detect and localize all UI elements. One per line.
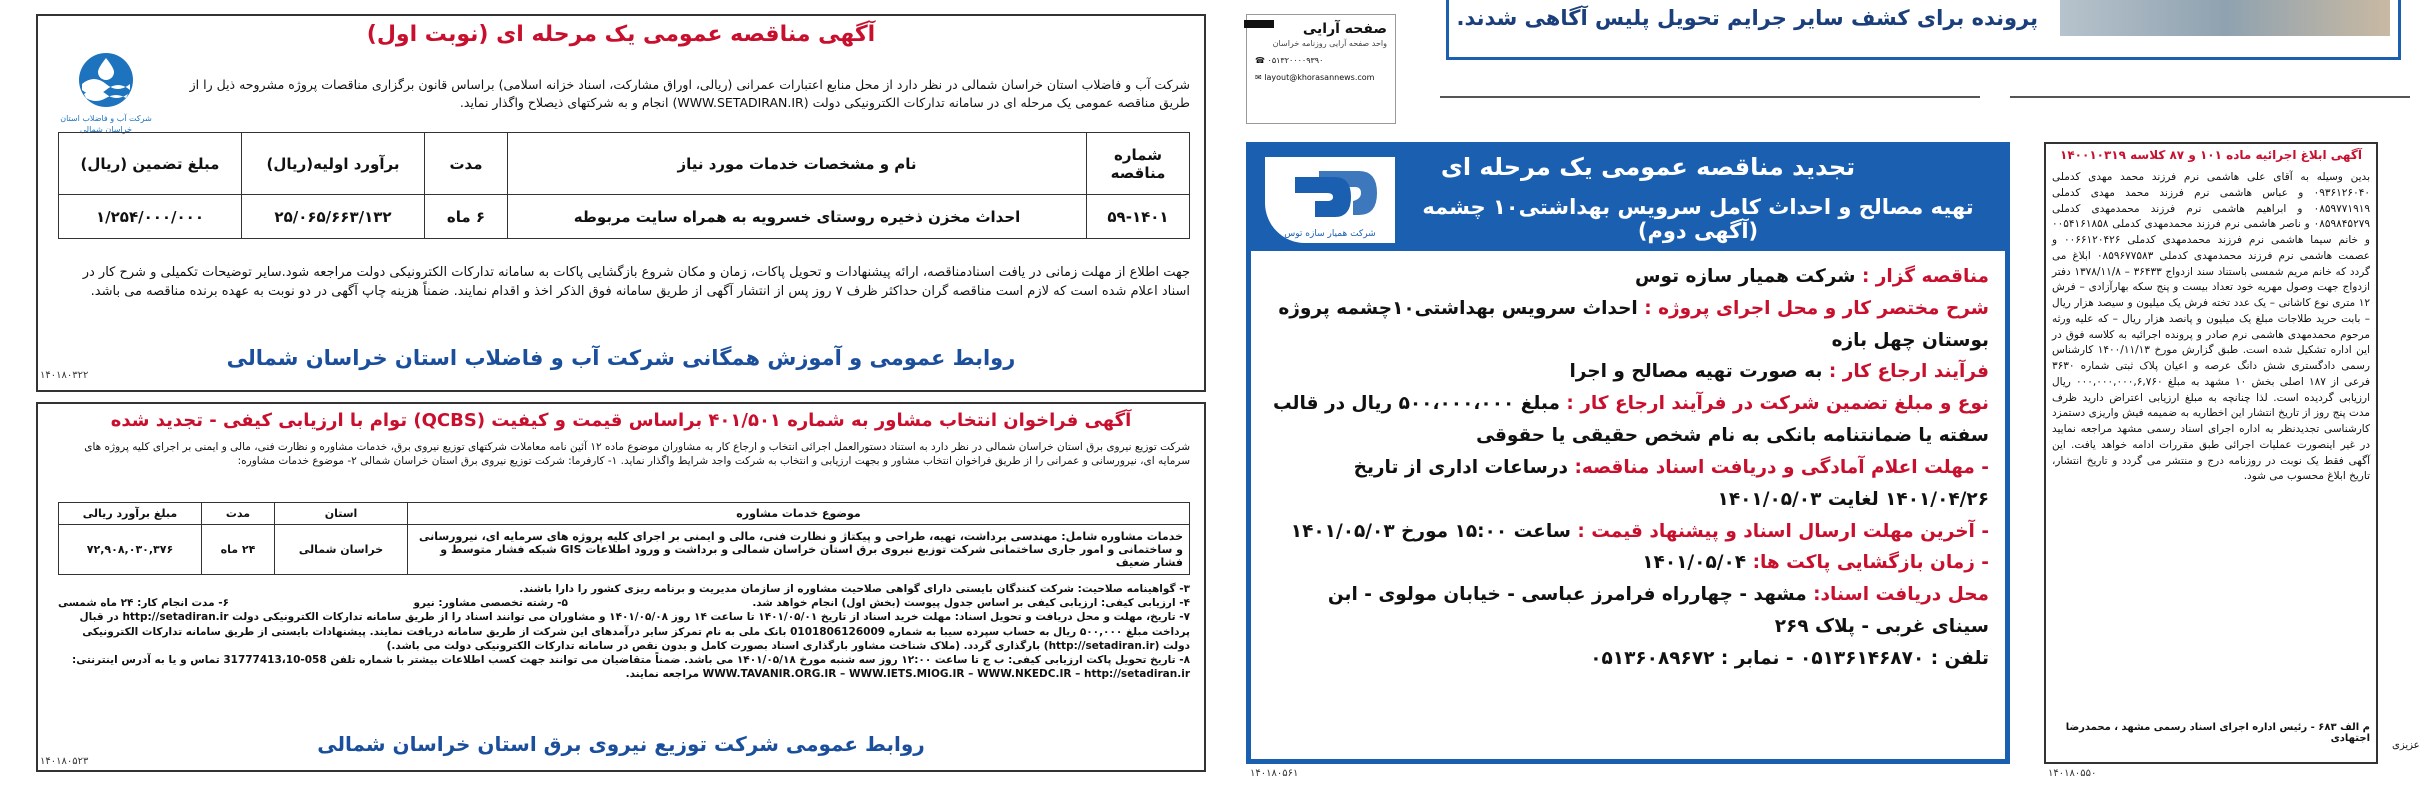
ad3-line5	[1265, 452, 1989, 516]
ad2-table	[58, 502, 1190, 575]
ad5-footer: م الف ۶۸۳ - رئیس اداره اجرای اسناد رسمی مشهد ، محمدرضا اجتهادی	[2065, 722, 2370, 744]
ad3-l2-label: شرح مختصر کار و محل اجرای پروژه :	[1644, 297, 1989, 319]
ad2-table-header	[59, 503, 1190, 525]
divider	[1244, 20, 1274, 28]
cell-guarantee: ۱/۲۵۴/۰۰۰/۰۰۰	[59, 195, 242, 239]
col-tender-no: شماره مناقصه	[1087, 133, 1190, 195]
col-estimate: مبلغ برآورد ریالی	[59, 503, 202, 525]
ad3-code: ۱۴۰۱۸۰۵۶۱	[1250, 768, 1299, 779]
layout-email-value: layout@khorasannews.com	[1264, 72, 1375, 82]
ad3-line4	[1265, 388, 1989, 452]
ad3-l7-value: ۱۴۰۱/۰۵/۰۴	[1642, 552, 1747, 574]
ad3-l1-label: مناقصه گزار :	[1861, 266, 1989, 287]
ad3-l4-label: نوع و مبلغ تضمین شرکت در فرآیند ارجاع کار :	[1566, 393, 1989, 415]
cell-province: خراسان شمالی	[275, 525, 408, 575]
ad3-l7-label: - زمان بازگشایی پاکت ها:	[1752, 552, 1989, 574]
ad-enforcement-notice	[2044, 142, 2378, 764]
ad3-l3-value: به صورت تهیه مصالح و اجرا	[1569, 361, 1823, 383]
logo-caption: شرکت آب و فاضلاب استان خراسان شمالی	[60, 114, 152, 134]
ad2-item5: ۵- رشته تخصصی مشاور: نیرو	[413, 597, 568, 610]
ad2-body	[58, 582, 1190, 681]
ad1-table	[58, 132, 1190, 239]
water-drop-logo-icon	[76, 50, 136, 110]
col-guarantee: مبلغ تضمین (ریال)	[59, 133, 242, 195]
phone-icon: ☎	[1255, 55, 1265, 65]
ad3-header	[1251, 147, 2005, 251]
ad3-line2	[1265, 293, 1989, 357]
ad3-l5-value: درساعات اداری از تاریخ ۱۴۰۱/۰۴/۲۶ لغایت ۱۴۰۱/۰۵/۰۳	[1353, 456, 1989, 510]
layout-phone-value: ۰۵۱۳۲۰۰۰۰۹۳۹۰	[1267, 55, 1324, 65]
ad3-title2: تهیه مصالح و احداث کامل سرویس بهداشتی۱۰ چشمه (آگهی دوم)	[1422, 195, 1974, 243]
ad3-l3-label: فرآیند ارجاع کار :	[1828, 361, 1989, 383]
cell-service: احداث مخزن ذخیره روستای خسرویه به همراه سایت مربوطه	[508, 195, 1087, 239]
ad3-l6-value: ساعت ۱۵:۰۰ مورخ ۱۴۰۱/۰۵/۰۳	[1290, 520, 1571, 542]
ad3-line9: تلفن : ۰۵۱۳۶۱۴۶۸۷۰ - نمابر : ۰۵۱۳۶۰۸۹۶۷۲	[1590, 647, 1989, 669]
ad3-line7	[1265, 547, 1989, 579]
news-photo	[2060, 0, 2390, 36]
ad3-line1	[1265, 261, 1989, 293]
ad2-item6: ۶- مدت انجام کار: ۲۴ ماه شمسی	[58, 597, 230, 610]
cell-duration: ۲۴ ماه	[202, 525, 275, 575]
ad1-title: آگهی مناقصه عمومی یک مرحله ای (نوبت اول)	[366, 22, 876, 47]
email-icon: ✉	[1255, 72, 1262, 82]
ad3-line3	[1265, 356, 1989, 388]
cell-subject: خدمات مشاوره شامل: مهندسی برداشت، تهیه، طراحی و پیکتاژ و نظارت فنی، مالی و ایمنی بر اجرای کلیه پروژه های سرمایه ای، نیرورسانی و ساختمانی و امور جاری ساختمانی شرکت توزیع نیروی برق استان خراسان شمالی و برداشت و ورود اطلاعات GIS شبکه فشار متوسط و فشار ضعیف	[408, 525, 1190, 575]
ad5-code: ۱۴۰۱۸۰۵۵۰	[2048, 768, 2097, 779]
cell-tender-no: ۵۹-۱۴۰۱	[1087, 195, 1190, 239]
ad3-l8-label: محل دریافت اسناد:	[1813, 584, 1989, 606]
divider	[2010, 96, 2410, 98]
ad3-l6-label: - آخرین مهلت ارسال اسناد و پیشنهاد قیمت :	[1577, 520, 1989, 542]
col-estimate: برآورد اولیه(ریال)	[242, 133, 425, 195]
police-news-snippet	[1446, 0, 2401, 60]
cell-estimate: ۷۲,۹۰۸,۰۳۰,۳۷۶	[59, 525, 202, 575]
ad3-l5-label: - مهلت اعلام آمادگی و دریافت اسناد مناقصه:	[1574, 456, 1989, 478]
ad2-table-wrap	[58, 502, 1190, 575]
ad2-item7: ۷- تاریخ، مهلت و محل دریافت و تحویل اسناد: مهلت خرید اسناد از تاریخ ۱۴۰۱/۰۵/۰۱ تا ساعت ۱۴ روز ۱۴۰۱/۰۵/۰۸ و مشاوران می توانند اسناد را از طریق سامانه تدارکات الکترونیکی دولت http://setadiran.ir در قبال پرداخت مبلغ ۵۰۰,۰۰۰ ریال به حساب سپرده سیبا به شماره 0101806126009 بانک ملی به نام تمرکز سایر درآمدهای این شرکت از طریق سامانه دریافت نمایند. پیشنهادات بایستی از طریق سامانه تدارکات الکترونیکی دولت (http://setadiran.ir) بارگذاری گردد. (ملاک شناخت مشاور بارگذاری اسناد بصورت کامل و بدون نقص در سامانه تدارکات الکترونیکی دولت می باشد.)	[79, 611, 1190, 652]
ad1-footer: روابط عمومی و آموزش همگانی شرکت آب و فاضلاب استان خراسان شمالی	[226, 346, 1016, 370]
ad2-item8: ۸- تاریخ تحویل پاکت ارزیابی کیفی: ب ج تا ساعت ۱۲:۰۰ روز سه شنبه مورخ ۱۴۰۱/۰۵/۱۸ می باشد. ضمناً متقاضیان می توانند جهت کسب اطلاعات بیشتر با شماره تلفن 058-31777413،10 تماس و یا به آدرس اینترنتی: WWW.TAVANIR.ORG.IR – WWW.IETS.MIOG.IR – WWW.NKEDC.IR – http://setadiran.ir مراجعه نمایند.	[72, 653, 1190, 681]
ad-hamyar-tender	[1246, 142, 2010, 764]
hamyar-logo	[1265, 157, 1395, 243]
col-province: استان	[275, 503, 408, 525]
ad1-code: ۱۴۰۱۸۰۳۲۲	[40, 370, 89, 381]
col-service: نام و مشخصات خدمات مورد نیاز	[508, 133, 1087, 195]
side-text: عزیزی	[2392, 740, 2420, 751]
col-subject: موضوع خدمات مشاوره	[408, 503, 1190, 525]
ad1-notice: جهت اطلاع از مهلت زمانی در یافت اسنادمناقصه، ارائه پیشنهادات و تحویل پاکات، زمان و مکان شروع بازگشایی پاکات به سامانه تدارکات الکترونیکی دولت مراجعه شود.سایر توضیحات تکمیلی و شرح کار در اسناد اعلام شده است که لازم است مناقصه گران حداکثر ظرف ۷ روز پس از انتشار آگهی از طریق سامانه فوق الذکر اخذ و اقدام نمایند. ضمناً هزینه چاپ آگهی در دو نوبت به عهده برنده مناقصه می باشد.	[82, 265, 1190, 299]
ad3-line6	[1265, 516, 1989, 548]
ad-electric-consultant	[36, 402, 1206, 772]
ad5-body: بدین وسیله به آقای علی هاشمی نرم فرزند محمد مهدی کدملی ۰۹۳۶۱۲۶۰۴۰ و عباس هاشمی نرم فرزند محمد مهدی کدملی ۰۸۵۹۷۷۱۹۱۹ و ابراهیم هاشمی نرم فرزند محمدمهدی کدملی ۰۸۵۹۸۴۵۲۷۹ و ناصر هاشمی نرم فرزند محمدمهدی کدملی ۰۰۵۴۱۶۱۸۵۸ و خانم سیما هاشمی نرم فرزند محمدمهدی کدملی ۰۰۶۶۱۲۰۴۲۶ و عصمت هاشمی نرم فرزند محمدمهدی کدملی ۰۸۵۹۶۷۷۵۸۳ ابلاغ می گردد که خانم مریم شمسی باستناد سند ازدواج ۳۶۴۳۳ – ۱۳۷۸/۱۱/۸ دفتر ازدواج جهت وصول مهریه خود تعداد بیست و پنج سکه بهارآزادی – فرش ۱۲ متری نوع کاشانی – یک عدد تخته فرش یک میلیون و سیصد هزار ریال – بابت حرید طلاجات مبلغ یک میلیون و پانصد هزار ریال – که علیه ورثه مرحوم محمدمهدی هاشمی نرم صادر و پرونده اجرائیه به کلاسه فوق در این اداره تشکیل شده است. طبق گزارش مورخ ۱۴۰۰/۱۱/۱۳ کارشناس رسمی دادگستری شش دانگ عرصه و اعیان پلاک ثبتی شماره ۳۶۳۰ فرعی از ۱۸۷ اصلی بخش ۱۰ مشهد به مبلغ ۰۰۰,۰۰۰,۰۰۰,۶,۷۶۰ ریال ارزیابی گردیده است. لذا چنانچه به مبلغ ارزیابی اعتراض دارید ظرف مدت پنج روز از تاریخ انتشار این اخطاریه به ضمیمه فیش واریزی دستمزد کارشناسی تجدیدنظر به اداره اجرای اسناد رسمی مشهد مراجعه نمایید در غیر اینصورت عملیات اجرائی طبق مقررات ادامه خواهد یافت. این آگهی فقط یک نوبت در روزنامه درج و منتشر می گردد و تاریخ انتشار، تاریخ ابلاغ محسوب می شود.	[2052, 171, 2371, 483]
police-news-text: پرونده برای کشف سایر جرایم تحویل پلیس آگاهی شدند.	[1456, 6, 2038, 30]
ad3-l4-value: مبلغ ۵۰۰،۰۰۰،۰۰۰ ریال در قالب سفته یا ضمانتنامه بانکی به نام شخص حقیقی یا حقوقی	[1272, 393, 1989, 447]
ad2-items-row	[58, 596, 1190, 610]
ad3-line8	[1265, 579, 1989, 643]
ad3-title1: تجدید مناقصه عمومی یک مرحله ای	[1440, 153, 1856, 181]
ad3-l8-value: مشهد - چهارراه فرامرز عباسی - خیابان مولوی - ابن سینای غربی - پلاک ۲۶۹	[1327, 584, 1989, 637]
ad2-code: ۱۴۰۱۸۰۵۲۳	[40, 756, 89, 767]
layout-email	[1247, 71, 1395, 86]
ad1-intro: شرکت آب و فاضلاب استان خراسان شمالی در نظر دارد از محل منابع اعتبارات عمرانی (ریالی، اوراق مشارکت، اسناد خزانه اسلامی) براساس قانون برگزاری مناقصات پروژه مشروحه ذیل را از طریق مناقصه عمومی یک مرحله ای در سامانه تدارکات الکترونیکی دولت (WWW.SETADIRAN.IR) انجام و به شرکتهای ذیصلاح واگذار نماید.	[189, 77, 1190, 111]
ad1-table-wrap	[58, 132, 1190, 239]
ad1-table-header	[59, 133, 1190, 195]
layout-info-box	[1246, 14, 1396, 124]
divider	[1440, 96, 1980, 98]
col-duration: مدت	[202, 503, 275, 525]
ad2-item4: ۴- ارزیابی کیفی: ارزیابی کیفی بر اساس جدول پیوست (بخش اول) انجام خواهد شد.	[752, 597, 1190, 610]
table-row	[59, 195, 1190, 239]
ad2-item3: ۳- گواهینامه صلاحیت: شرکت کنندگان بایستی دارای گواهی صلاحیت مشاوره از سازمان مدیریت و برنامه ریزی کشور را دارا باشند.	[519, 583, 1190, 595]
cell-estimate: ۲۵/۰۶۵/۶۶۳/۱۳۲	[242, 195, 425, 239]
water-company-logo	[56, 50, 156, 142]
cell-duration: ۶ ماه	[425, 195, 508, 239]
layout-title: صفحه آرایی	[1302, 21, 1387, 37]
ad3-l1-value: شرکت همیار سازه توس	[1634, 266, 1856, 287]
ad3-body	[1265, 261, 1989, 675]
ad2-intro: شرکت توزیع نیروی برق استان خراسان شمالی در نظر دارد به استناد دستورالعمل اجرائی انتخاب و ارجاع کار به مشاوران موضوع ماده ۱۲ آئین نامه معاملات شرکتهای توزیع نیروی برق، خدمات مشاوره و نظارت فنی، مالی و ایمنی بر اجرای کلیه پروژه های سرمایه ای، نیرورسانی و عمرانی را از طریق فراخوان انتخاب مشاور و بجهت ارزیابی و انتخاب به شرکت واجد شرایط واگذار نماید. ۱- کارفرما: شرکت توزیع نیروی برق استان خراسان شمالی ۲- موضوع خدمات مشاوره:	[84, 441, 1190, 468]
ad2-title: آگهی فراخوان انتخاب مشاور به شماره ۴۰۱/۵۰۱ براساس قیمت و کیفیت (QCBS) توام با ارزیابی کیفی - تجدید شده	[110, 410, 1132, 431]
layout-phone	[1247, 52, 1395, 71]
col-duration: مدت	[425, 133, 508, 195]
ad2-footer: روابط عمومی شرکت توزیع نیروی برق استان خراسان شمالی	[317, 732, 925, 756]
ad3-l2-value: احداث سرویس بهداشتی۱۰چشمه پروژه بوستان چهل بازه	[1278, 297, 1989, 351]
ad5-title: آگهی ابلاغ اجرائیه ماده ۱۰۱ و ۸۷ کلاسه ۱۴۰۰۱۰۳۱۹	[2060, 148, 2362, 162]
table-row	[59, 525, 1190, 575]
layout-sub: واحد صفحه آرایی روزنامه خراسان	[1272, 39, 1387, 48]
hamyar-logo-text: شرکت همیار سازه توس	[1284, 229, 1376, 239]
ad-water-tender	[36, 14, 1206, 392]
